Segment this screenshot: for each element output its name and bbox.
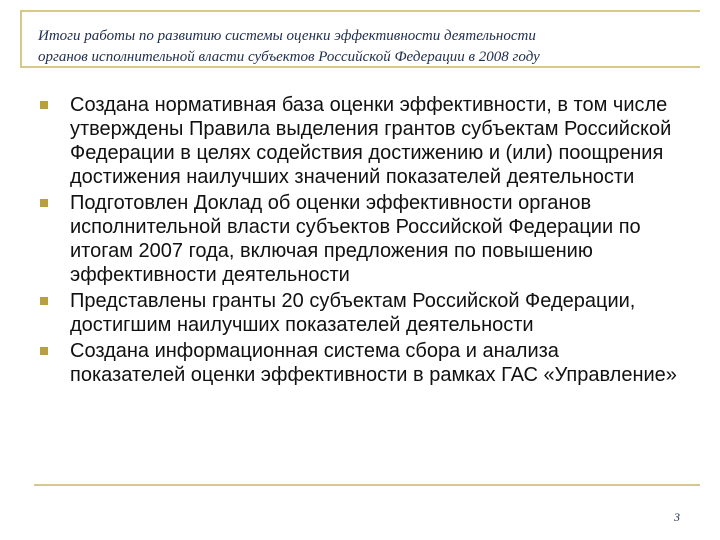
square-bullet-icon xyxy=(40,199,48,207)
bullet-text: Создана информационная система сбора и анализа показателей оценки эффективности в рамках ГАС «Управление» xyxy=(70,340,677,386)
page-number: 3 xyxy=(674,510,680,524)
bullet-item xyxy=(38,339,678,387)
title-frame xyxy=(20,10,700,68)
square-bullet-icon xyxy=(40,347,48,355)
bullet-item xyxy=(38,289,678,337)
bullet-text: Представлены гранты 20 субъектам Российской Федерации, достигшим наилучших показателей деятельности xyxy=(70,290,636,336)
bullet-text: Создана нормативная база оценки эффективности, в том числе утверждены Правила выделения грантов субъектам Российской Федерации в целях содействия достижению и (или) поощрения достижения наилучших значений показателей деятельности xyxy=(70,94,672,188)
bullet-item xyxy=(38,93,678,189)
bullet-item xyxy=(38,191,678,287)
square-bullet-icon xyxy=(40,297,48,305)
square-bullet-icon xyxy=(40,101,48,109)
title-line-1: Итоги работы по развитию системы оценки эффективности деятельности xyxy=(38,28,536,44)
title-line-2: органов исполнительной власти субъектов Российской Федерации в 2008 году xyxy=(38,49,540,65)
bullet-text: Подготовлен Доклад об оценки эффективности органов исполнительной власти субъектов Российской Федерации по итогам 2007 года, включая предложения по повышению эффективности деятельности xyxy=(70,192,641,286)
slide-title xyxy=(38,26,678,68)
bullet-list xyxy=(38,93,678,389)
bottom-divider xyxy=(34,484,700,486)
